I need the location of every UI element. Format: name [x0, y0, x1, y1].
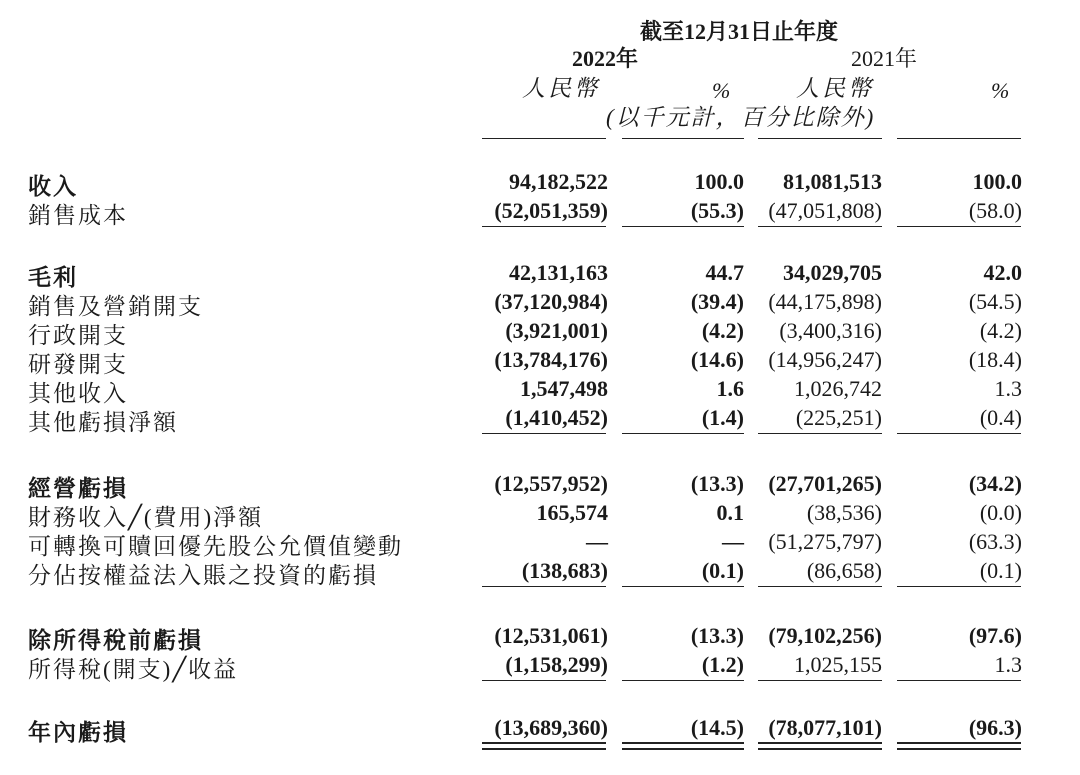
row-label: 銷售及營銷開支 — [28, 294, 203, 319]
value-2022: 42,131,163 — [509, 260, 608, 285]
value-2021: (225,251) — [795, 405, 882, 430]
row-label: 除所得稅前虧損 — [28, 628, 203, 653]
value-2022: (52,051,359) — [494, 198, 608, 223]
value-2021: (51,275,797) — [768, 529, 882, 554]
value-2022: 165,574 — [536, 500, 608, 525]
value-2021: (27,701,265) — [768, 471, 882, 496]
value-2022: (138,683) — [521, 558, 608, 583]
table-row — [0, 712, 1080, 745]
table-row — [0, 526, 1080, 559]
percent-2021: (18.4) — [968, 347, 1022, 372]
percent-2022-heading: % — [712, 78, 731, 103]
percent-2021: (0.0) — [979, 500, 1022, 525]
currency-2022-heading: 人民幣 — [522, 76, 600, 101]
table-row — [0, 555, 1080, 588]
table-row — [0, 286, 1080, 319]
table-row — [0, 315, 1080, 348]
table-row — [0, 497, 1080, 530]
value-2021: 34,029,705 — [783, 260, 882, 285]
row-label: 財務收入╱(費用)淨額 — [28, 505, 264, 530]
value-2022: (1,410,452) — [505, 405, 608, 430]
row-label: 其他收入 — [28, 381, 128, 406]
value-2022: (3,921,001) — [505, 318, 608, 343]
percent-2022: (4.2) — [701, 318, 744, 343]
value-2021: (3,400,316) — [779, 318, 882, 343]
percent-2022: (1.2) — [701, 652, 744, 677]
table-row — [0, 468, 1080, 501]
percent-2021: 1.3 — [994, 652, 1022, 677]
value-2021: (79,102,256) — [768, 623, 882, 648]
value-2022: (12,531,061) — [494, 623, 608, 648]
row-label: 所得稅(開支)╱收益 — [28, 657, 239, 682]
value-2021: (44,175,898) — [768, 289, 882, 314]
value-2022: (1,158,299) — [505, 652, 608, 677]
row-label: 銷售成本 — [28, 203, 128, 228]
percent-2022: 100.0 — [694, 169, 744, 194]
percent-2022: 0.1 — [716, 500, 744, 525]
value-2022: (13,689,360) — [494, 715, 608, 740]
value-2022: — — [586, 529, 608, 554]
value-2021: 1,026,742 — [794, 376, 882, 401]
value-2021: (14,956,247) — [768, 347, 882, 372]
percent-2022: (13.3) — [690, 623, 744, 648]
row-label: 分佔按權益法入賬之投資的虧損 — [28, 563, 378, 588]
value-2022: (37,120,984) — [494, 289, 608, 314]
value-2022: 1,547,498 — [520, 376, 608, 401]
row-label: 收入 — [28, 174, 78, 199]
value-2021: (47,051,808) — [768, 198, 882, 223]
table-row — [0, 620, 1080, 653]
percent-2021: (97.6) — [968, 623, 1022, 648]
percent-2021: 1.3 — [994, 376, 1022, 401]
currency-2021-heading: 人民幣 — [796, 76, 874, 101]
percent-2021: (63.3) — [968, 529, 1022, 554]
row-label: 可轉換可贖回優先股公允價值變動 — [28, 534, 403, 559]
table-row — [0, 257, 1080, 290]
row-label: 研發開支 — [28, 352, 128, 377]
percent-2021: (0.1) — [979, 558, 1022, 583]
row-label: 經營虧損 — [28, 476, 128, 501]
period-heading: 截至12月31日止年度 — [640, 19, 839, 44]
percent-2022: (0.1) — [701, 558, 744, 583]
percent-2021: 100.0 — [972, 169, 1022, 194]
percent-2022: — — [722, 529, 744, 554]
percent-2022: (55.3) — [690, 198, 744, 223]
table-row — [0, 195, 1080, 228]
value-2021: (78,077,101) — [768, 715, 882, 740]
row-label: 年內虧損 — [28, 720, 128, 745]
percent-2022: 44.7 — [705, 260, 744, 285]
value-2022: 94,182,522 — [509, 169, 608, 194]
table-row — [0, 649, 1080, 682]
percent-2021: (58.0) — [968, 198, 1022, 223]
table-row — [0, 402, 1080, 435]
percent-2022: 1.6 — [716, 376, 744, 401]
row-label: 行政開支 — [28, 323, 128, 348]
percent-2022: (14.6) — [690, 347, 744, 372]
value-2021: 1,025,155 — [794, 652, 882, 677]
year-2022-heading: 2022年 — [572, 46, 639, 71]
percent-2022: (1.4) — [701, 405, 744, 430]
value-2022: (13,784,176) — [494, 347, 608, 372]
unit-note: (以千元計，百分比除外) — [606, 105, 876, 130]
percent-2021: (34.2) — [968, 471, 1022, 496]
percent-2021: (54.5) — [968, 289, 1022, 314]
table-row — [0, 373, 1080, 406]
value-2021: (38,536) — [806, 500, 882, 525]
value-2021: (86,658) — [806, 558, 882, 583]
year-2021-heading: 2021年 — [851, 46, 918, 71]
value-2021: 81,081,513 — [783, 169, 882, 194]
percent-2021: 42.0 — [983, 260, 1022, 285]
percent-2021: (96.3) — [968, 715, 1022, 740]
value-2022: (12,557,952) — [494, 471, 608, 496]
table-row — [0, 166, 1080, 199]
percent-2021-heading: % — [991, 78, 1010, 103]
percent-2021: (4.2) — [979, 318, 1022, 343]
percent-2022: (13.3) — [690, 471, 744, 496]
row-label: 毛利 — [28, 265, 78, 290]
percent-2022: (14.5) — [690, 715, 744, 740]
percent-2022: (39.4) — [690, 289, 744, 314]
table-row — [0, 344, 1080, 377]
percent-2021: (0.4) — [979, 405, 1022, 430]
row-label: 其他虧損淨額 — [28, 410, 178, 435]
